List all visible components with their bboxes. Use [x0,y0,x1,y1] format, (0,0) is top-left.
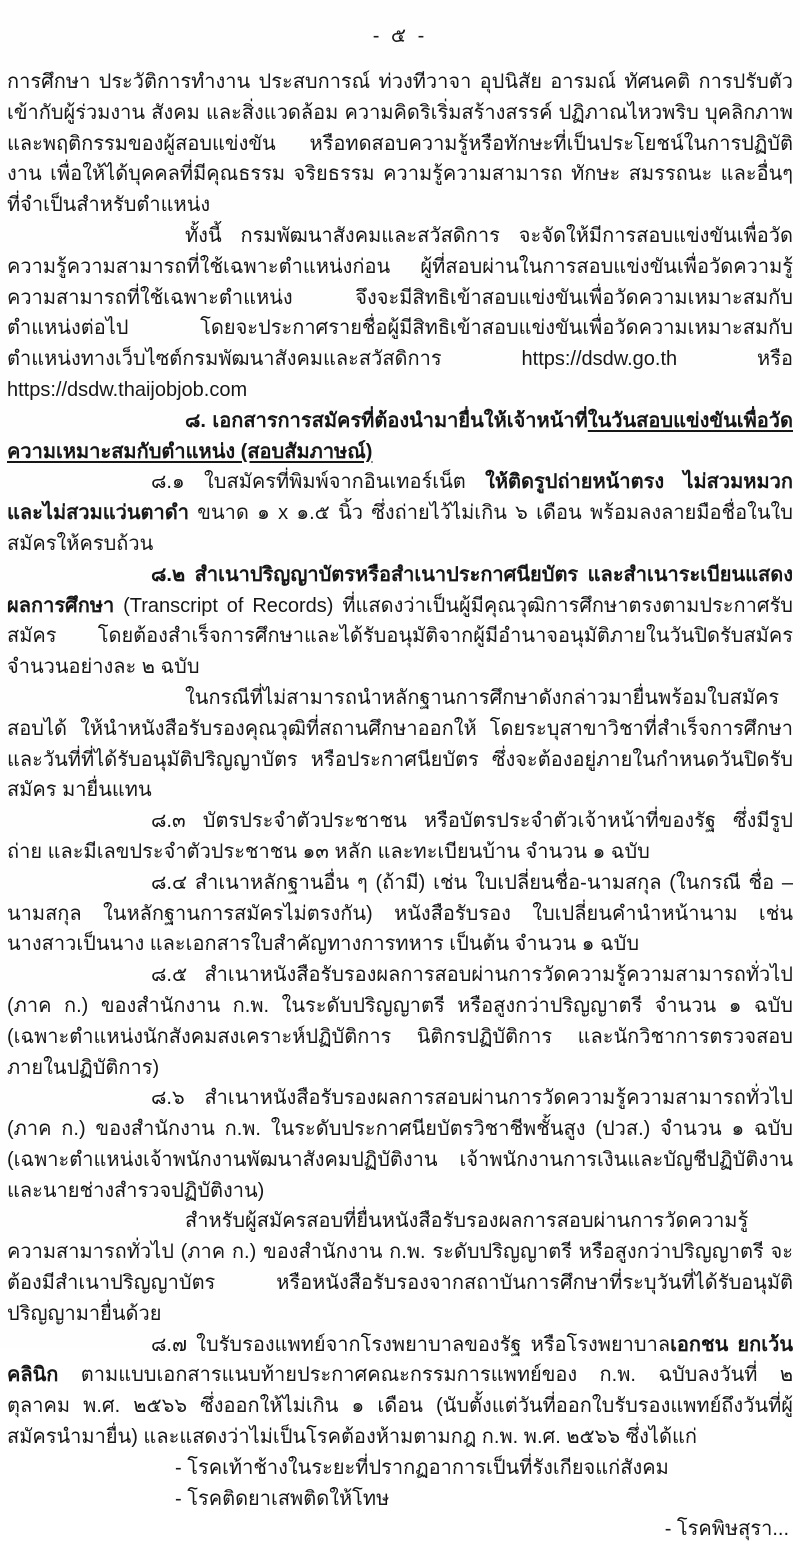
paragraph-no-certificate-case [7,683,793,806]
item-8-6 [7,1083,793,1206]
item-8-7 [7,1330,793,1453]
bold-text: ให้ติดรูปถ่ายหน้าตรง ไม่สวมหมวก และไม่สวมแว่นตาดำ [7,471,793,525]
bullet-disease-1 [7,1453,793,1484]
text-segment: ตามแบบเอกสารแนบท้ายประกาศคณะกรรมการแพทย์ของ ก.พ. ฉบับลงวันที่ ๒ ตุลาคม พ.ศ. ๒๕๖๖ ซึ่งออกให้ไม่เกิน ๑ เดือน (นับตั้งแต่วันที่ออกใบรับรองแพทย์ถึงวันที่ผู้สมัครนำมายื่น) และแสดงว่าไม่เป็นโรคต้องห้ามตามกฎ ก.พ. พ.ศ. ๒๕๖๖ ซึ่งได้แก่ [7,1364,793,1449]
bullet-disease-2 [7,1484,793,1515]
underlined-text: ในวันสอบแข่งขันเพื่อวัดความเหมาะสมกับตำแหน่ง (สอบสัมภาษณ์) [7,409,793,463]
continuation-marker [7,1514,793,1545]
text-segment: การศึกษา ประวัติการทำงาน ประสบการณ์ ท่วงทีวาจา อุปนิสัย อารมณ์ ทัศนคติ การปรับตัวเข้ากับผู้ร่วมงาน สังคม และสิ่งแวดล้อม ความคิดริเริ่มสร้างสรรค์ ปฏิภาณไหวพริบ บุคลิกภาพและพฤติกรรมของผู้สอบแข่งขัน หรือทดสอบความรู้หรือทักษะที่เป็นประโยชน์ในการปฏิบัติงาน เพื่อให้ได้บุคคลที่มีคุณธรรม จริยธรรม ความรู้ความสามารถ ทักษะ สมรรถนะ และอื่นๆ ที่จำเป็นสำหรับตำแหน่ง [7,71,793,217]
paragraph-exam-order [7,221,793,406]
paragraph-degree-evidence [7,1206,793,1329]
paragraph-continuation [7,67,793,221]
item-8-3 [7,806,793,868]
item-8-5 [7,960,793,1083]
document-body [7,67,793,1545]
text-segment: - โรคเท้าช้างในระยะที่ปรากฏอาการเป็นที่รังเกียจแก่สังคม [175,1456,669,1479]
text-segment: ๘.๖ สำเนาหนังสือรับรองผลการสอบผ่านการวัดความรู้ความสามารถทั่วไป (ภาค ก.) ของสำนักงาน ก.พ. ในระดับประกาศนียบัตรวิชาชีพชั้นสูง (ปวส.) จำนวน ๑ ฉบับ (เฉพาะตำแหน่งเจ้าพนักงานพัฒนาสังคมปฏิบัติงาน เจ้าพนักงานการเงินและบัญชีปฏิบัติงาน และนายช่างสำรวจปฏิบัติงาน) [7,1087,793,1202]
text-segment: ในกรณีที่ไม่สามารถนำหลักฐานการศึกษาดังกล่าวมายื่นพร้อมใบสมัครสอบได้ ให้นำหนังสือรับรองคุณวุฒิที่สถานศึกษาออกให้ โดยระบุสาขาวิชาที่สำเร็จการศึกษาและวันที่ที่ได้รับอนุมัติปริญญาบัตร หรือประกาศนียบัตร ซึ่งจะต้องอยู่ภายในกำหนดวันปิดรับสมัคร มายื่นแทน [7,686,793,802]
item-8-2 [7,560,793,683]
text-segment: - โรคพิษสุรา... [664,1518,789,1541]
text-segment: - โรคติดยาเสพติดให้โทษ [175,1487,390,1510]
text-segment: ขนาด ๑ x ๑.๕ นิ้ว ซึ่งถ่ายไว้ไม่เกิน ๖ เดือน พร้อมลงลายมือชื่อในใบสมัครให้ครบถ้วน [7,502,793,555]
text-segment: ๘.๕ สำเนาหนังสือรับรองผลการสอบผ่านการวัดความรู้ความสามารถทั่วไป (ภาค ก.) ของสำนักงาน ก.พ. ในระดับปริญญาตรี หรือสูงกว่าปริญญาตรี จำนวน ๑ ฉบับ (เฉพาะตำแหน่งนักสังคมสงเคราะห์ปฏิบัติการ นิติกรปฏิบัติการ และนักวิชาการตรวจสอบภายในปฏิบัติการ) [7,964,793,1079]
item-8-1 [7,467,793,559]
text-segment: ๘.๔ สำเนาหลักฐานอื่น ๆ (ถ้ามี) เช่น ใบเปลี่ยนชื่อ-นามสกุล (ในกรณี ชื่อ – นามสกุล ในหลักฐานการสมัครไม่ตรงกัน) หนังสือรับรอง ใบเปลี่ยนคำนำหน้านาม เช่น นางสาวเป็นนาง และเอกสารใบสำคัญทางการทหาร เป็นต้น จำนวน ๑ ฉบับ [7,871,793,956]
section-8-heading [7,406,793,468]
text-segment: (Transcript of Records) ที่แสดงว่าเป็นผู้มีคุณวุฒิการศึกษาตรงตามประกาศรับสมัคร โดยต้องสำเร็จการศึกษาและได้รับอนุมัติจากผู้มีอำนาจอนุมัติภายในวันปิดรับสมัครจำนวนอย่างละ ๒ ฉบับ [7,594,793,679]
text-segment: ๘.๑ ใบสมัครที่พิมพ์จากอินเทอร์เน็ต [151,471,486,494]
item-8-4 [7,868,793,960]
page-number: - ๕ - [372,25,428,47]
bold-text: เอกชน ยกเว้นคลินิก [7,1333,793,1387]
text-segment: สำหรับผู้สมัครสอบที่ยื่นหนังสือรับรองผลการสอบผ่านการวัดความรู้ความสามารถทั่วไป (ภาค ก.) ของสำนักงาน ก.พ. ระดับปริญญาตรี หรือสูงกว่าปริญญาตรี จะต้องมีสำเนาปริญญาบัตร หรือหนังสือรับรองจากสถาบันการศึกษาที่ระบุวันที่ได้รับอนุมัติปริญญามายื่นด้วย [7,1210,793,1325]
text-segment: ๘.๗ ใบรับรองแพทย์จากโรงพยาบาลของรัฐ หรือโรงพยาบาล [151,1333,671,1356]
bold-text: ๘.๒ สำเนาปริญญาบัตรหรือสำเนาประกาศนียบัตร และสำเนาระเบียนแสดงผลการศึกษา [7,563,793,617]
bold-text: ๘. เอกสารการสมัครที่ต้องนำมายื่นให้เจ้าหน้าที่ [185,409,588,432]
text-segment: ๘.๓ บัตรประจำตัวประชาชน หรือบัตรประจำตัวเจ้าหน้าที่ของรัฐ ซึ่งมีรูปถ่าย และมีเลขประจำตัวประชาชน ๑๓ หลัก และทะเบียนบ้าน จำนวน ๑ ฉบับ [7,810,793,863]
text-segment: ทั้งนี้ กรมพัฒนาสังคมและสวัสดิการ จะจัดให้มีการสอบแข่งขันเพื่อวัดความรู้ความสามารถที่ใช้เฉพาะตำแหน่งก่อน ผู้ที่สอบผ่านในการสอบแข่งขันเพื่อวัดความรู้ความสามารถที่ใช้เฉพาะตำแหน่ง จึงจะมีสิทธิเข้าสอบแข่งขันเพื่อวัดความเหมาะสมกับตำแหน่งต่อไป โดยจะประกาศรายชื่อผู้มีสิทธิเข้าสอบแข่งขันเพื่อวัดความเหมาะสมกับตำแหน่งทางเว็บไซต์กรมพัฒนาสังคมและสวัสดิการ https://dsdw.go.th หรือ https://dsdw.thaijobjob.com [7,224,793,401]
